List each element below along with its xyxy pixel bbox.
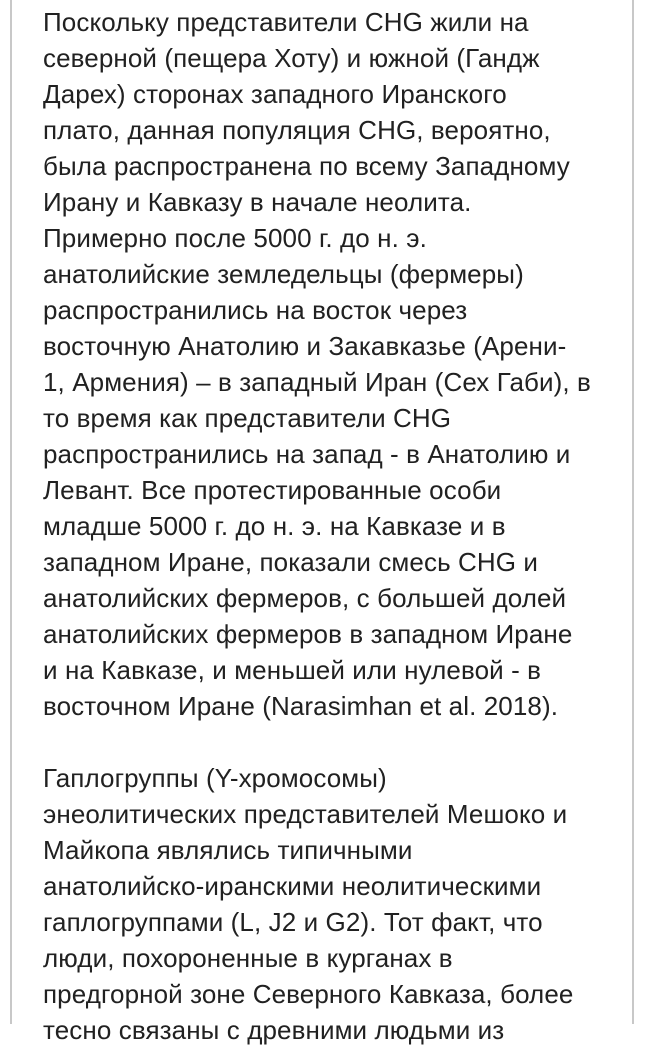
paragraph-spacer xyxy=(43,724,628,760)
text-line: восточную Анатолию и Закавказье (Арени- xyxy=(43,331,567,361)
text-line: Левант. Все протестированные особи xyxy=(43,475,502,505)
text-line: Дарех) сторонах западного Иранского xyxy=(43,79,507,109)
text-line: и на Кавказе, и меньшей или нулевой - в xyxy=(43,655,542,685)
text-line: гаплогруппами (L, J2 и G2). Тот факт, что xyxy=(43,907,543,937)
text-line: предгорной зоне Северного Кавказа, более xyxy=(43,979,574,1009)
text-line: анатолийских фермеров в западном Иране xyxy=(43,619,573,649)
right-border xyxy=(632,0,634,1024)
paragraph-2 xyxy=(43,760,628,1048)
left-border xyxy=(10,0,12,1024)
article-body xyxy=(43,4,628,1048)
text-line: Гаплогруппы (Y-хромосомы) xyxy=(43,763,387,793)
text-line: распространились на восток через xyxy=(43,295,468,325)
text-line: Ирану и Кавказу в начале неолита. xyxy=(43,187,472,217)
text-line: энеолитических представителей Мешоко и xyxy=(43,799,568,829)
text-line: восточном Иране (Narasimhan et al. 2018). xyxy=(43,691,559,721)
text-line: Примерно после 5000 г. до н. э. xyxy=(43,223,427,253)
text-line: распространились на запад - в Анатолию и xyxy=(43,439,571,469)
text-line: младше 5000 г. до н. э. на Кавказе и в xyxy=(43,511,506,541)
text-line: тесно связаны с древними людьми из xyxy=(43,1015,505,1045)
text-line: западном Иране, показали смесь CHG и xyxy=(43,547,539,577)
paragraph-1 xyxy=(43,4,628,724)
text-line: анатолийских фермеров, с большей долей xyxy=(43,583,567,613)
text-line: была распространена по всему Западному xyxy=(43,151,570,181)
text-line: люди, похороненные в курганах в xyxy=(43,943,453,973)
text-line: Майкопа являлись типичными xyxy=(43,835,413,865)
text-line: анатолийские земледельцы (фермеры) xyxy=(43,259,524,289)
text-line: анатолийско-иранскими неолитическими xyxy=(43,871,542,901)
text-line: то время как представители CHG xyxy=(43,403,452,433)
text-line: плато, данная популяция CHG, вероятно, xyxy=(43,115,551,145)
text-line: северной (пещера Хоту) и южной (Гандж xyxy=(43,43,540,73)
text-line: 1, Армения) – в западный Иран (Сех Габи), в xyxy=(43,367,591,397)
text-line: Поскольку представители CHG жили на xyxy=(43,7,529,37)
